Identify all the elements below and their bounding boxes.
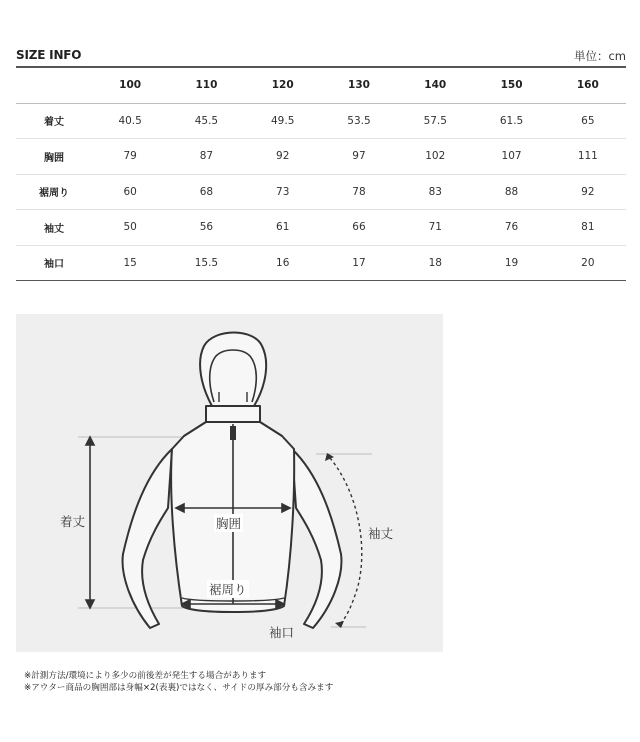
note-line: ※計測方法/環境により多少の前後差が発生する場合があります: [24, 671, 267, 681]
table-cell: 73: [245, 174, 321, 210]
length-label: 着丈: [60, 514, 86, 529]
table-cell: 19: [473, 245, 549, 281]
table-cell: 17: [321, 245, 397, 281]
table-cell: 45.5: [168, 103, 244, 139]
table-cell: 79: [92, 139, 168, 175]
size-table: [16, 66, 626, 281]
table-cell: 56: [168, 210, 244, 246]
hem-label: 裾周り: [209, 582, 247, 597]
table-cell: 68: [168, 174, 244, 210]
table-cell: 50: [92, 210, 168, 246]
size-column-header: 160: [550, 67, 626, 103]
table-cell: 81: [550, 210, 626, 246]
table-cell: 107: [473, 139, 549, 175]
table-cell: 66: [321, 210, 397, 246]
table-cell: 15: [92, 245, 168, 281]
table-cell: 15.5: [168, 245, 244, 281]
size-column-header: 130: [321, 67, 397, 103]
table-cell: 76: [473, 210, 549, 246]
size-header-row: [16, 67, 626, 103]
row-label: 着丈: [16, 103, 92, 139]
row-label: 袖丈: [16, 210, 92, 246]
table-cell: 61.5: [473, 103, 549, 139]
table-row: [16, 174, 626, 210]
table-cell: 83: [397, 174, 473, 210]
table-cell: 20: [550, 245, 626, 281]
size-column-header: 110: [168, 67, 244, 103]
table-cell: 61: [245, 210, 321, 246]
row-label: 胸囲: [16, 139, 92, 175]
table-cell: 16: [245, 245, 321, 281]
table-cell: 18: [397, 245, 473, 281]
table-cell: 57.5: [397, 103, 473, 139]
table-cell: 88: [473, 174, 549, 210]
table-cell: 92: [245, 139, 321, 175]
table-cell: 49.5: [245, 103, 321, 139]
measurement-notes: [24, 670, 333, 694]
table-row: [16, 103, 626, 139]
table-row: [16, 139, 626, 175]
size-column-header: 100: [92, 67, 168, 103]
table-cell: 71: [397, 210, 473, 246]
note-line: ※アウター商品の胸囲部は身幅×2(表裏)ではなく、サイドの厚み部分も含みます: [24, 683, 334, 693]
size-column-header: 150: [473, 67, 549, 103]
corner-cell: [16, 67, 92, 103]
table-cell: 60: [92, 174, 168, 210]
table-row: [16, 210, 626, 246]
jacket-measurement-diagram: [16, 314, 443, 652]
table-cell: 40.5: [92, 103, 168, 139]
size-info-header: [16, 46, 626, 66]
size-column-header: 140: [397, 67, 473, 103]
size-column-header: 120: [245, 67, 321, 103]
jacket-illustration: [16, 314, 443, 652]
row-label: 裾周り: [16, 174, 92, 210]
table-cell: 78: [321, 174, 397, 210]
table-cell: 65: [550, 103, 626, 139]
size-info-title: SIZE INFO: [16, 48, 82, 62]
sleeve-label: 袖丈: [368, 526, 394, 541]
table-cell: 111: [550, 139, 626, 175]
table-cell: 92: [550, 174, 626, 210]
table-cell: 97: [321, 139, 397, 175]
table-cell: 87: [168, 139, 244, 175]
row-label: 袖口: [16, 245, 92, 281]
table-row: [16, 245, 626, 281]
unit-label: 単位：cm: [573, 49, 626, 63]
chest-label: 胸囲: [216, 516, 242, 531]
table-cell: 102: [397, 139, 473, 175]
table-cell: 53.5: [321, 103, 397, 139]
cuff-label: 袖口: [269, 625, 295, 640]
